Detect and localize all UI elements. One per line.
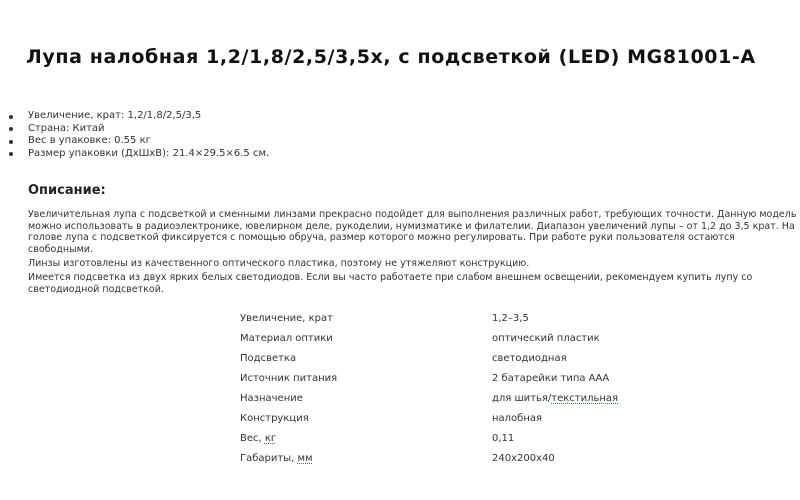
spec-item: Увеличение, крат: 1,2/1,8/2,5/3,5: [8, 110, 269, 123]
table-row: [230, 308, 618, 328]
spec-label: Назначение: [240, 392, 303, 404]
spec-label: Конструкция: [240, 412, 309, 424]
table-row: [230, 348, 618, 368]
table-row: [230, 408, 618, 428]
specs-list: [8, 110, 269, 160]
spec-label: Вес, кг: [240, 432, 277, 444]
description-paragraph: Имеется подсветка из двух ярких белых светодиодов. Если вы часто работаете при слабом внешнем освещении, рекомендуем купить лупу со светодиодной подсветкой.: [28, 271, 753, 295]
specifications-table: [230, 308, 618, 468]
spec-item: Вес в упаковке: 0.55 кг: [8, 135, 269, 148]
spec-value: 0,11: [492, 432, 515, 444]
spellcheck-mark: текстильная: [551, 392, 619, 404]
spec-value: светодиодная: [492, 352, 567, 364]
table-row: [230, 328, 618, 348]
description-paragraph: Линзы изготовлены из качественного оптического пластика, поэтому не утяжеляют конструкцию.: [28, 257, 530, 269]
spec-value: [492, 388, 618, 408]
spec-label: Габариты, мм: [240, 452, 313, 464]
spec-value: оптический пластик: [492, 332, 600, 344]
spec-value: 2 батарейки типа ААА: [492, 372, 610, 384]
description-heading: Описание:: [28, 183, 106, 198]
spec-value: налобная: [492, 412, 543, 424]
spec-item: Страна: Китай: [8, 123, 269, 136]
spellcheck-mark: мм: [297, 452, 313, 464]
description-paragraph: Увеличительная лупа с подсветкой и сменными линзами прекрасно подойдет для выполнения различных работ, требующих точности. Данную модель можно использовать в радиоэлектронике, ювелирном деле, рукоделии, нумизматике и филателии. Диапазон увеличений лупы – от 1,2 до 3,5 крат. На голове лупа с подсветкой фиксируется с помощью обруча, размер которого можно регулировать. При работе руки пользователя остаются свободными.: [28, 209, 797, 255]
table-row: [230, 448, 618, 468]
spec-label: Подсветка: [240, 352, 297, 364]
spellcheck-mark: кг: [264, 432, 277, 444]
table-row: [230, 368, 618, 388]
spec-label: Материал оптики: [240, 332, 333, 344]
spec-label: Источник питания: [240, 372, 338, 384]
spec-value: 240х200х40: [492, 452, 555, 464]
spec-item: Размер упаковки (ДхШхВ): 21.4×29.5×6.5 см.: [8, 148, 269, 161]
spec-label: Увеличение, крат: [240, 312, 333, 324]
table-row: [230, 388, 618, 408]
table-row: [230, 428, 618, 448]
spec-value-text: для шитья/текстильная: [492, 392, 619, 404]
spec-value: 1,2–3,5: [492, 312, 529, 324]
description-body: [28, 209, 798, 298]
product-title: Лупа налобная 1,2/1,8/2,5/3,5х, с подсветкой (LED) MG81001-A: [26, 46, 756, 68]
